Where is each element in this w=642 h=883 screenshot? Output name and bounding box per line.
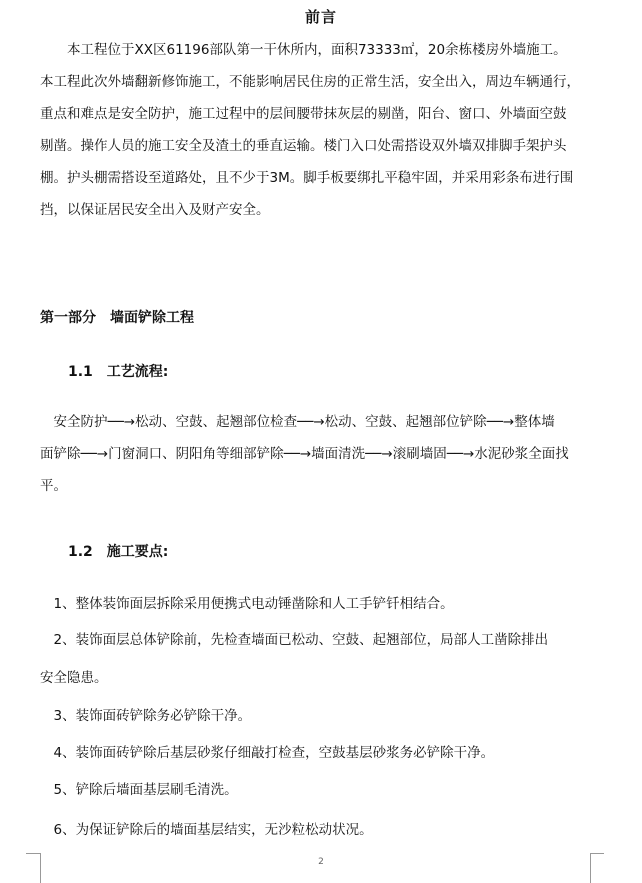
intro-line: 本工程位于XX区61196部队第一干休所内，面积73333㎡，20余栋楼房外墙施工。 xyxy=(40,42,567,58)
page-title: 前言 xyxy=(304,8,337,26)
point-item: 2、装饰面层总体铲除前，先检查墙面已松动、空鼓、起翘部位，局部人工凿除排出 xyxy=(40,632,549,648)
point-item: 6、为保证铲除后的墙面基层结实，无沙粒松动状况。 xyxy=(40,822,373,838)
point-item: 安全隐患。 xyxy=(40,670,108,686)
intro-line: 棚。护头棚需搭设至道路处，且不少于3M。脚手板要绑扎平稳牢固，并采用彩条布进行围 xyxy=(40,170,574,186)
flow-line: 平。 xyxy=(40,478,67,494)
flow-line: 面铲除──→门窗洞口、阴阳角等细部铲除──→墙面清洗──→滚刷墙固──→水泥砂浆全面找 xyxy=(40,446,569,462)
point-item: 4、装饰面砖铲除后基层砂浆仔细敲打检查，空鼓基层砂浆务必铲除干净。 xyxy=(40,745,495,761)
point-item: 1、整体装饰面层拆除采用便携式电动锤凿除和人工手铲钎相结合。 xyxy=(40,596,454,612)
point-item: 5、铲除后墙面基层刷毛清洗。 xyxy=(40,782,238,798)
intro-paragraph xyxy=(40,34,592,226)
flow-paragraph xyxy=(40,406,592,502)
intro-line: 本工程此次外墙翻新修饰施工，不能影响居民住房的正常生活，安全出入，周边车辆通行， xyxy=(40,74,580,90)
intro-line: 重点和难点是安全防护，施工过程中的层间腰带抹灰层的剔凿，阳台、窗口、外墙面空鼓 xyxy=(40,106,567,122)
section-1-1-heading: 1.1 工艺流程: xyxy=(68,364,169,380)
point-item: 3、装饰面砖铲除务必铲除干净。 xyxy=(40,708,252,724)
intro-line: 剔凿。操作人员的施工安全及渣土的垂直运输。楼门入口处需搭设双外墙双排脚手架护头 xyxy=(40,138,567,154)
part1-heading: 第一部分 墙面铲除工程 xyxy=(40,310,194,326)
page-number: 2 xyxy=(318,857,324,867)
section-1-2-heading: 1.2 施工要点: xyxy=(68,544,169,560)
flow-line: 安全防护──→松动、空鼓、起翘部位检查──→松动、空鼓、起翘部位铲除──→整体墙 xyxy=(40,414,555,430)
intro-line: 挡，以保证居民安全出入及财产安全。 xyxy=(40,202,270,218)
